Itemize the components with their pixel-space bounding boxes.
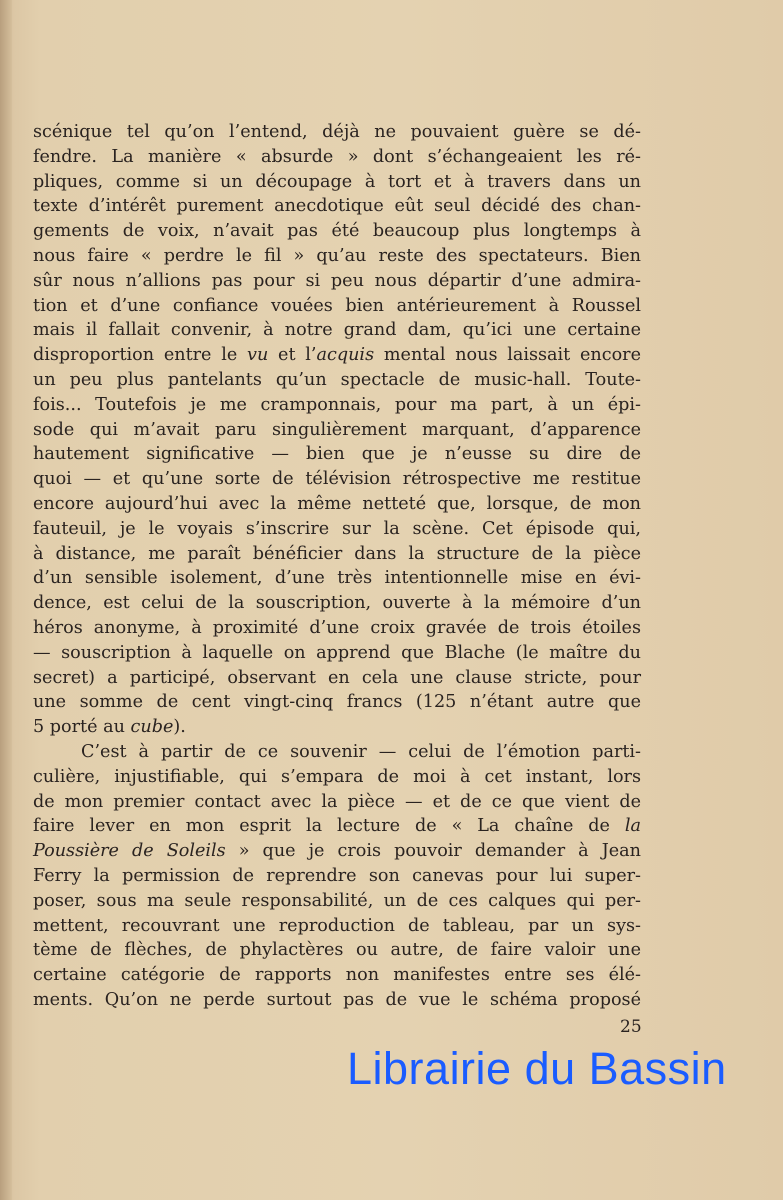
text-line	[33, 814, 641, 839]
text-segment: dence, est celui de la souscription, ouverte à la mémoire d’un	[33, 593, 641, 614]
text-segment: ).	[173, 717, 186, 738]
text-line	[33, 740, 641, 765]
text-line	[33, 194, 641, 219]
text-line	[33, 864, 641, 889]
text-segment: secret) a participé, observant en cela une clause stricte, pour	[33, 667, 641, 688]
text-line	[33, 467, 641, 492]
text-line	[33, 244, 641, 269]
text-segment: héros anonyme, à proximité d’une croix gravée de trois étoiles	[33, 617, 641, 638]
text-line	[33, 318, 641, 343]
text-segment: ments. Qu’on ne perde surtout pas de vue le schéma proposé	[33, 989, 641, 1010]
text-segment: fendre. La manière « absurde » dont s’échangeaient les ré-	[33, 146, 641, 167]
text-line	[33, 641, 641, 666]
text-segment: pliques, comme si un découpage à tort et à travers dans un	[33, 171, 641, 192]
text-segment: poser, sous ma seule responsabilité, un de ces calques qui per-	[33, 890, 641, 911]
text-segment: C’est à partir de ce souvenir — celui de l’émotion parti-	[81, 741, 641, 762]
text-line	[33, 591, 641, 616]
text-line	[33, 839, 641, 864]
text-segment: certaine catégorie de rapports non manifestes entre ses élé-	[33, 965, 641, 986]
text-segment: d’un sensible isolement, d’une très intentionnelle mise en évi-	[33, 568, 641, 589]
text-line	[33, 219, 641, 244]
text-segment: hautement significative — bien que je n’eusse su dire de	[33, 444, 641, 465]
text-line	[33, 963, 641, 988]
text-segment: encore aujourd’hui avec la même netteté que, lorsque, de mon	[33, 493, 641, 514]
text-segment: mettent, recouvrant une reproduction de tableau, par un sys-	[33, 915, 641, 936]
text-segment: sûr nous n’allions pas pour si peu nous départir d’une admira-	[33, 270, 641, 291]
text-line	[33, 938, 641, 963]
text-segment: mais il fallait convenir, à notre grand dam, qu’ici une certaine	[33, 320, 641, 341]
text-line	[33, 269, 641, 294]
text-segment: » que je crois pouvoir demander à Jean	[225, 841, 641, 862]
text-line	[33, 120, 641, 145]
text-line	[33, 616, 641, 641]
text-line	[33, 145, 641, 170]
text-segment: quoi — et qu’une sorte de télévision rétrospective me restitue	[33, 469, 641, 490]
text-line	[33, 715, 641, 740]
text-line	[33, 914, 641, 939]
text-segment: sode qui m’avait paru singulièrement marquant, d’apparence	[33, 419, 641, 440]
text-line	[33, 343, 641, 368]
text-segment: tion et d’une confiance vouées bien antérieurement à Roussel	[33, 295, 641, 316]
text-segment: mental nous laissait encore	[374, 345, 641, 366]
text-segment: de mon premier contact avec la pièce — et de ce que vient de	[33, 791, 641, 812]
text-line	[33, 492, 641, 517]
page-edge	[0, 0, 12, 1200]
text-segment: et l’	[268, 345, 317, 366]
text-line	[33, 170, 641, 195]
text-segment: un peu plus pantelants qu’un spectacle de music-hall. Toute-	[33, 369, 641, 390]
text-line	[33, 368, 641, 393]
text-segment: scénique tel qu’on l’entend, déjà ne pouvaient guère se dé-	[33, 122, 641, 142]
text-line	[33, 666, 641, 691]
text-line	[33, 889, 641, 914]
italic-text: la	[624, 816, 641, 837]
text-line	[33, 988, 641, 1013]
text-segment: culière, injustifiable, qui s’empara de moi à cet instant, lors	[33, 766, 641, 787]
text-line	[33, 690, 641, 715]
body-text	[33, 120, 641, 1013]
text-segment: à distance, me paraît bénéficier dans la structure de la pièce	[33, 543, 641, 564]
text-segment: une somme de cent vingt-cinq francs (125 n’étant autre que	[33, 692, 641, 713]
text-segment: Ferry la permission de reprendre son canevas pour lui super-	[33, 865, 641, 886]
text-segment: texte d’intérêt purement anecdotique eût seul décidé des chan-	[33, 196, 641, 217]
text-segment: fauteuil, je le voyais s’inscrire sur la scène. Cet épisode qui,	[33, 518, 641, 539]
text-segment: tème de flèches, de phylactères ou autre, de faire valoir une	[33, 940, 641, 961]
text-line	[33, 393, 641, 418]
italic-text: Poussière de Soleils	[33, 841, 226, 862]
italic-text: cube	[130, 717, 174, 738]
text-segment: 5 porté au	[33, 717, 131, 738]
text-segment: faire lever en mon esprit la lecture de « La chaîne de	[33, 816, 625, 837]
text-line	[33, 418, 641, 443]
text-segment: disproportion entre le	[33, 345, 247, 366]
text-line	[33, 566, 641, 591]
text-segment: fois... Toutefois je me cramponnais, pour ma part, à un épi-	[33, 394, 641, 415]
text-line	[33, 442, 641, 467]
text-line	[33, 517, 641, 542]
italic-text: acquis	[316, 345, 375, 366]
page-number: 25	[620, 1017, 642, 1037]
text-segment: — souscription à laquelle on apprend que Blache (le maître du	[33, 642, 641, 663]
italic-text: vu	[247, 345, 269, 366]
text-line	[33, 765, 641, 790]
text-segment: nous faire « perdre le fil » qu’au reste des spectateurs. Bien	[33, 245, 641, 266]
watermark: Librairie du Bassin	[347, 1043, 727, 1094]
text-line	[33, 294, 641, 319]
text-segment: gements de voix, n’avait pas été beaucoup plus longtemps à	[33, 221, 641, 242]
text-line	[33, 790, 641, 815]
text-line	[33, 542, 641, 567]
